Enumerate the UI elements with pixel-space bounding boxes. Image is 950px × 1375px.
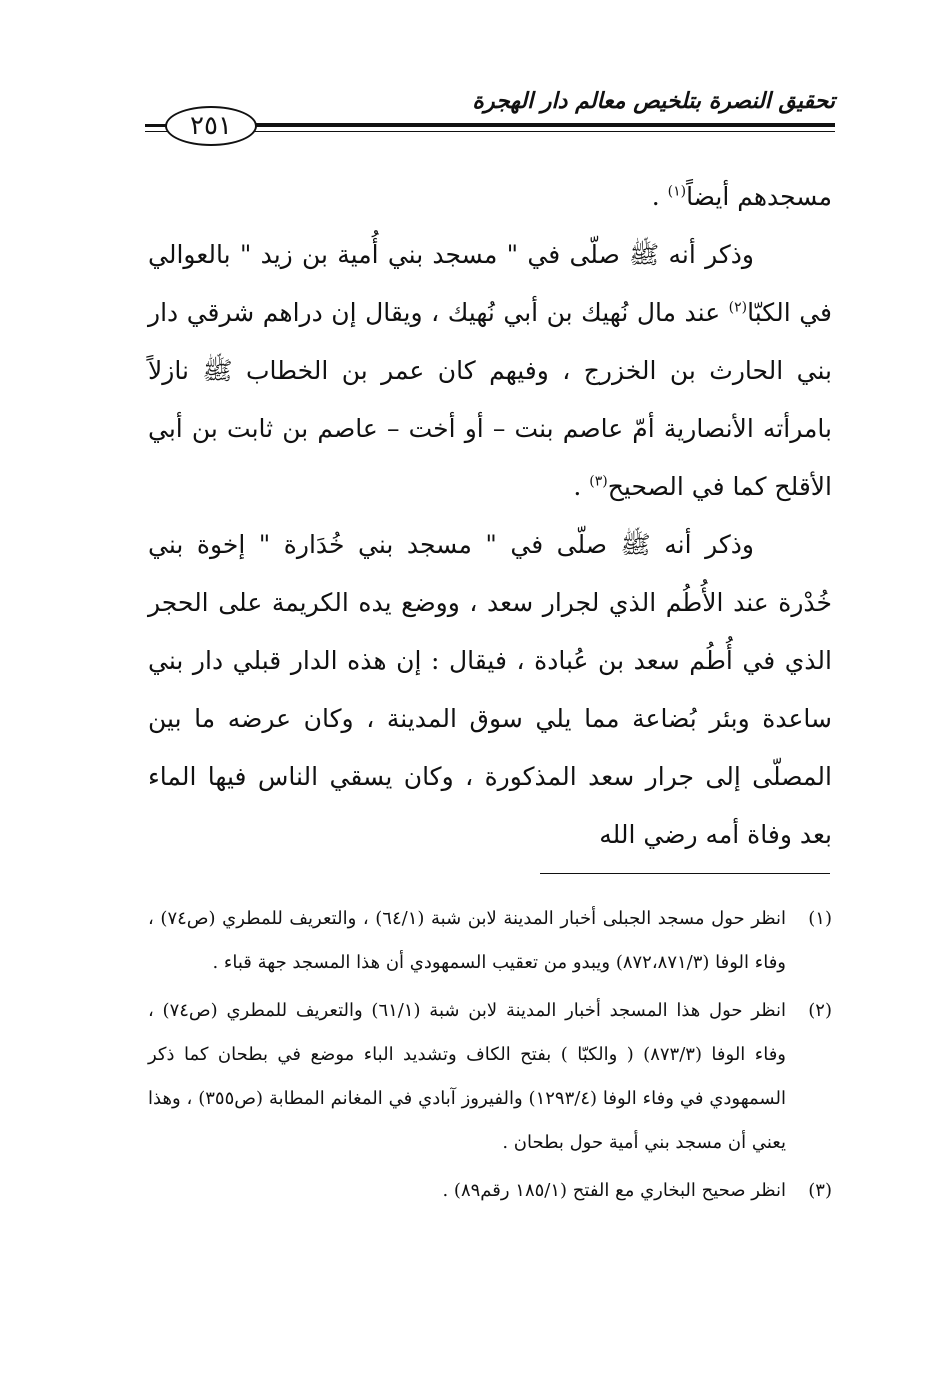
footnote-separator (540, 873, 830, 874)
page-number: ٢٥١ (190, 111, 232, 141)
footnote-number: (٢) (808, 1000, 832, 1021)
page-number-badge (165, 106, 257, 146)
footnote-text: انظر صحيح البخاري مع الفتح (١٨٥/١ رقم٨٩) . (442, 1180, 786, 1201)
paragraph-text: . (651, 182, 668, 211)
paragraph-text: وذكر أنه ﷺ صلّى في " مسجد بني أُمية بن زيد " بالعوالي في الكبّا (148, 240, 833, 327)
footnote-number: (٣) (808, 1180, 832, 1201)
header-rule-thick (255, 123, 835, 127)
footnote-ref[interactable]: (٣) (589, 473, 608, 490)
paragraph (148, 168, 832, 226)
paragraph (148, 226, 832, 516)
footnote-text: انظر حول هذا المسجد أخبار المدينة لابن شبة (٦١/١) والتعريف للمطري (ص٧٤) ، وفاء الوفا (٨٧٣/٣) ( والكبّا ) بفتح الكاف وتشديد الباء موضع في بطحان كما ذكر السمهودي في وفاء الوفا (١٢٩٣/٤) والفيروز آبادي في المغانم المطابة (ص٣٥٥) ، وهذا يعني أن مسجد بني أمية حول بطحان . (148, 1000, 787, 1153)
paragraph (148, 516, 832, 864)
running-title: تحقيق النصرة بتلخيص معالم دار الهجرة (472, 88, 835, 114)
paragraph-text: وذكر أنه ﷺ صلّى في " مسجد بني خُدَارة " إخوة بني خُدْرة عند الأُطُم الذي لجرار سعد ، ووضع يده الكريمة على الحجر الذي في أُطُم سعد بن عُبادة ، فيقال : إن هذه الدار قبلي دار بني ساعدة وبئر بُضاعة مما يلي سوق المدينة ، وكان عرضه ما بين المصلّى إلى جرار سعد المذكورة ، وكان يسقي الناس فيها الماء بعد وفاة أمه رضي الله (148, 530, 832, 849)
footnote (148, 989, 832, 1165)
header-rule-thin (255, 131, 835, 132)
page-header (145, 86, 835, 156)
paragraph-text: عند مال نُهيك بن أبي نُهيك ، ويقال إن دراهم شرقي دار بني الحارث بن الخزرج ، وفيهم كان عمر بن الخطاب ﷺ نازلاً بامرأته الأنصارية أمّ عاصم بنت – أو أخت – عاصم بن ثابت بن أبي الأقلح كما في الصحيح (148, 298, 832, 501)
footnote-ref[interactable]: (١) (667, 183, 687, 200)
footnote (148, 1169, 832, 1213)
footnote-ref[interactable]: (٢) (728, 299, 748, 316)
paragraph-text: مسجدهم أيضاً (686, 182, 832, 211)
footnote-text: انظر حول مسجد الجبلى أخبار المدينة لابن شبة (٦٤/١) ، والتعريف للمطري (ص٧٤) ، وفاء الوفا (٨٧٢،٨٧١/٣) ويبدو من تعقيب السمهودي أن هذا المسجد جهة قباء . (148, 908, 786, 973)
footnote-number: (١) (808, 908, 832, 929)
footnotes (148, 897, 832, 1217)
footnote (148, 897, 832, 985)
paragraph-text: . (573, 472, 590, 501)
main-text (148, 168, 832, 864)
